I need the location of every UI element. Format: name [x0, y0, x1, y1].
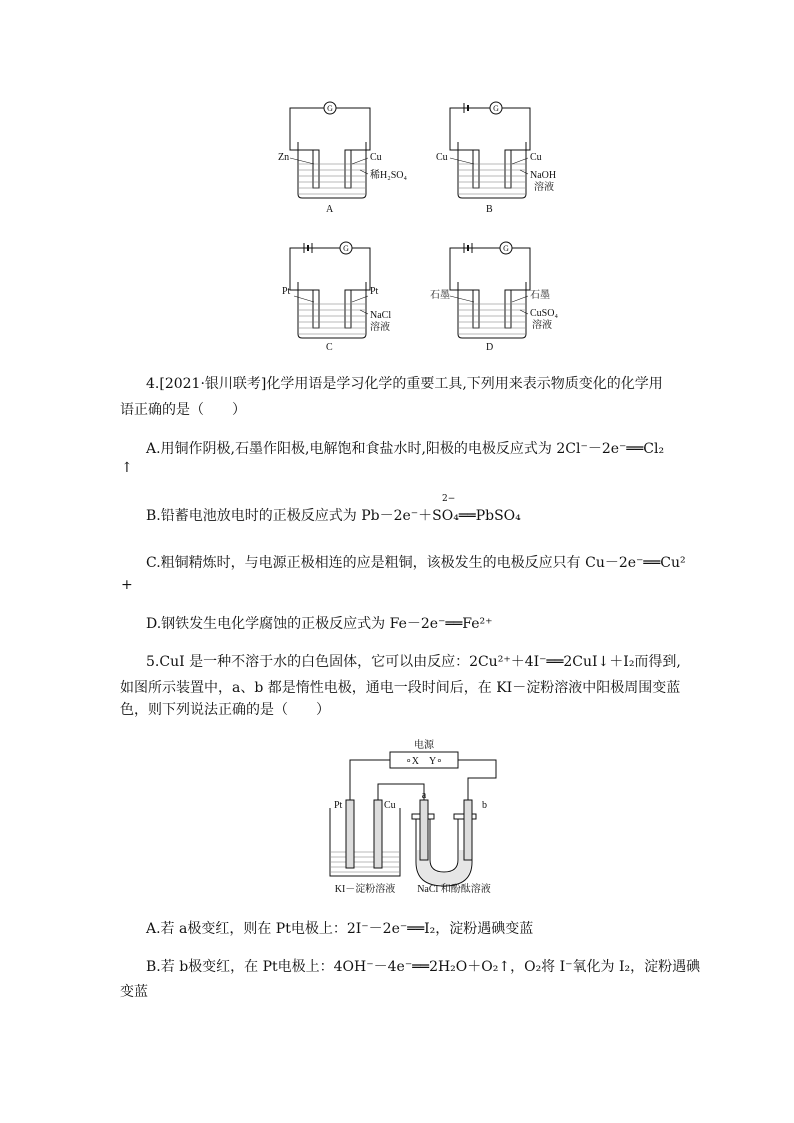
q4-option-a-line1: A.用铜作阴极,石墨作阳极,电解饱和食盐水时,阳极的电极反应式为 2Cl⁻－2e⁻══Cl₂	[146, 441, 665, 457]
cell-a-left-electrode: Zn	[278, 152, 290, 163]
cell-a	[278, 102, 407, 215]
q5-option-a: A.若 a极变红，则在 Pt电极上：2I⁻－2e⁻══I₂，淀粉遇碘变蓝	[146, 921, 534, 937]
q5-stem-line2: 如图所示装置中，a、b 都是惰性电极，通电一段时间后，在 KI－淀粉溶液中阳极周围变蓝	[120, 680, 681, 696]
q4-option-d: D.钢铁发生电化学腐蚀的正极反应式为 Fe－2e⁻══Fe²⁺	[146, 616, 493, 632]
cell-d-solution-2: 溶液	[532, 320, 552, 331]
cell-d	[430, 242, 558, 353]
cu-electrode-label: Cu	[384, 800, 396, 811]
q5-option-b-line2: 变蓝	[120, 984, 148, 1000]
cell-b-caption: B	[486, 204, 493, 215]
cell-b-solution-2: 溶液	[534, 182, 554, 193]
cell-a-caption: A	[326, 204, 334, 215]
cell-c-solution: NaCl	[370, 310, 392, 321]
cell-b-left-electrode: Cu	[436, 152, 448, 163]
cell-b-solution: NaOH	[530, 170, 557, 181]
q5-stem-line3: 色，则下列说法正确的是（ ）	[120, 702, 330, 718]
q4-option-b-sup: 2−	[442, 494, 456, 504]
q4-option-b: B.铅蓄电池放电时的正极反应式为 Pb－2e⁻＋SO₄══PbSO₄	[146, 508, 521, 524]
nacl-caption: NaCl 和酚酞溶液	[417, 884, 491, 895]
svg-text:G: G	[503, 244, 509, 253]
cell-d-solution: CuSO₄	[530, 308, 558, 319]
cell-a-solution: 稀H₂SO₄	[370, 170, 407, 181]
electrochemical-cells-figure	[270, 98, 558, 358]
cell-c-left-electrode: Pt	[282, 286, 291, 297]
ki-starch-caption: KI－淀粉溶液	[334, 884, 396, 895]
cell-b-right-electrode: Cu	[530, 152, 542, 163]
q5-option-b-line1: B.若 b极变红，在 Pt电极上：4OH⁻－4e⁻══2H₂O＋O₂↑，O₂将 I⁻氧化为 I₂，淀粉遇碘	[146, 959, 701, 975]
electrode-b-label: b	[482, 800, 487, 811]
cell-a-right-electrode: Cu	[370, 152, 382, 163]
cell-d-left-electrode: 石墨	[430, 290, 450, 301]
svg-text:G: G	[493, 104, 499, 113]
q5-stem-line1: 5.CuI 是一种不溶于水的白色固体，它可以由反应：2Cu²⁺＋4I⁻══2CuI↓＋I₂而得到,	[146, 654, 681, 670]
galvanometer-symbol: G	[327, 104, 333, 113]
power-supply-label: 电源	[414, 740, 434, 751]
q4-option-c-line1: C.粗铜精炼时，与电源正极相连的应是粗铜，该极发生的电极反应只有 Cu－2e⁻══Cu²	[146, 555, 686, 571]
cell-c	[282, 242, 391, 353]
q4-option-c-line2: +	[121, 577, 133, 593]
q4-option-a-line2: ↑	[121, 460, 133, 476]
cell-b	[436, 102, 556, 215]
q4-stem-line2: 语正确的是（ ）	[120, 402, 246, 418]
cell-c-caption: C	[326, 342, 333, 353]
power-terminals: ∘X Y∘	[405, 756, 443, 767]
cell-c-solution-2: 溶液	[370, 322, 390, 333]
electrode-a-label: a	[421, 790, 427, 801]
q4-stem-line1: 4.[2021·银川联考]化学用语是学习化学的重要工具,下列用来表示物质变化的化学用	[146, 376, 663, 392]
svg-text:G: G	[343, 244, 349, 253]
electrolysis-apparatus-figure	[320, 738, 520, 898]
cell-d-caption: D	[486, 342, 494, 353]
pt-electrode-label: Pt	[334, 800, 343, 811]
cell-d-right-electrode: 石墨	[530, 290, 550, 301]
cell-c-right-electrode: Pt	[370, 286, 379, 297]
